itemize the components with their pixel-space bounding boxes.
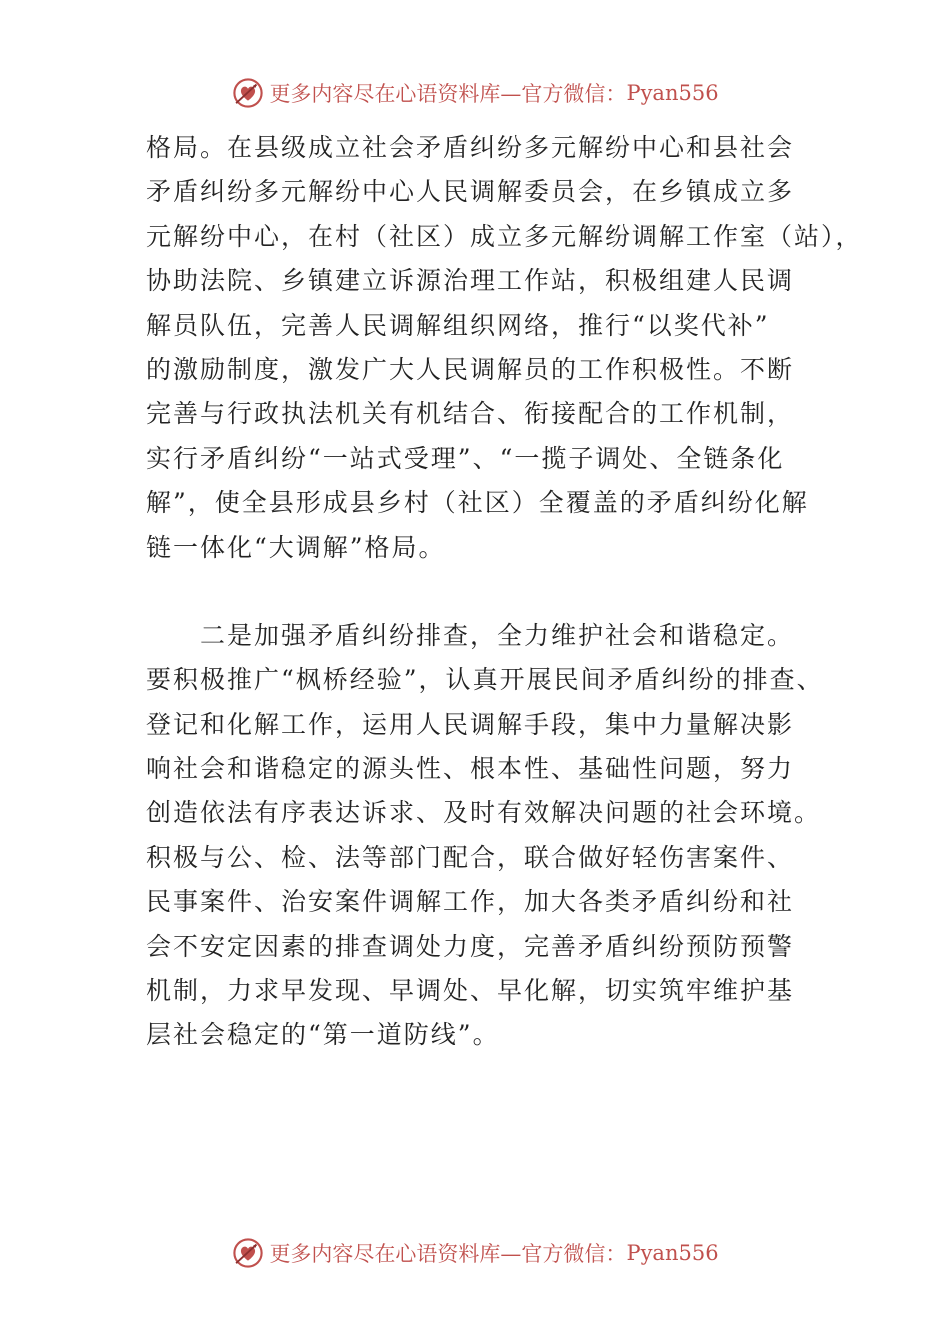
text-line: 解”，使全县形成县乡村（社区）全覆盖的矛盾纠纷化解: [146, 488, 809, 518]
text-line: 元解纷中心，在村（社区）成立多元解纷调解工作室（站），: [146, 221, 863, 251]
banner-wechat-id: Pyan556: [626, 81, 719, 105]
footer-banner: [0, 1233, 950, 1273]
paragraph-1: [146, 126, 863, 570]
heart-logo-icon: [231, 76, 265, 110]
text-line: 响社会和谐稳定的源头性、根本性、基础性问题，努力: [146, 754, 795, 784]
text-line: 解员队伍，完善人民调解组织网络，推行“以奖代补”: [146, 310, 770, 340]
text-line: 矛盾纠纷多元解纷中心人民调解委员会，在乡镇成立多: [146, 177, 795, 207]
paragraph-2: [146, 614, 836, 1058]
text-line: 积极与公、检、法等部门配合，联合做好轻伤害案件、: [146, 842, 795, 872]
text-line: 机制，力求早发现、早调处、早化解，切实筑牢维护基: [146, 976, 795, 1006]
text-line: 民事案件、治安案件调解工作，加大各类矛盾纠纷和社: [146, 887, 795, 917]
document-body: [146, 126, 863, 1058]
paragraph-gap: [146, 570, 836, 614]
text-line: 链一体化“大调解”格局。: [146, 532, 446, 562]
header-banner: [0, 73, 950, 113]
text-line: 创造依法有序表达诉求、及时有效解决问题的社会环境。: [146, 798, 822, 828]
text-line: 协助法院、乡镇建立诉源治理工作站，积极组建人民调: [146, 266, 795, 296]
banner-wechat-id: Pyan556: [626, 1241, 719, 1265]
text-line: 会不安定因素的排查调处力度，完善矛盾纠纷预防预警: [146, 931, 795, 961]
text-line: 层社会稳定的“第一道防线”。: [146, 1020, 500, 1050]
text-line: 实行矛盾纠纷“一站式受理”、“一揽子调处、全链条化: [146, 443, 785, 473]
banner-label: 更多内容尽在心语资料库—官方微信：: [269, 1242, 627, 1266]
banner-label: 更多内容尽在心语资料库—官方微信：: [269, 82, 627, 106]
text-line: 格局。在县级成立社会矛盾纠纷多元解纷中心和县社会: [146, 133, 795, 162]
text-line: 完善与行政执法机关有机结合、衔接配合的工作机制，: [146, 399, 795, 429]
text-line: 要积极推广“枫桥经验”，认真开展民间矛盾纠纷的排查、: [146, 665, 824, 695]
text-line: 的激励制度，激发广大人民调解员的工作积极性。不断: [146, 354, 795, 384]
heart-logo-icon: [231, 1236, 265, 1270]
text-line: 二是加强矛盾纠纷排查，全力维护社会和谐稳定。: [200, 620, 795, 650]
text-line: 登记和化解工作，运用人民调解手段，集中力量解决影: [146, 709, 795, 739]
